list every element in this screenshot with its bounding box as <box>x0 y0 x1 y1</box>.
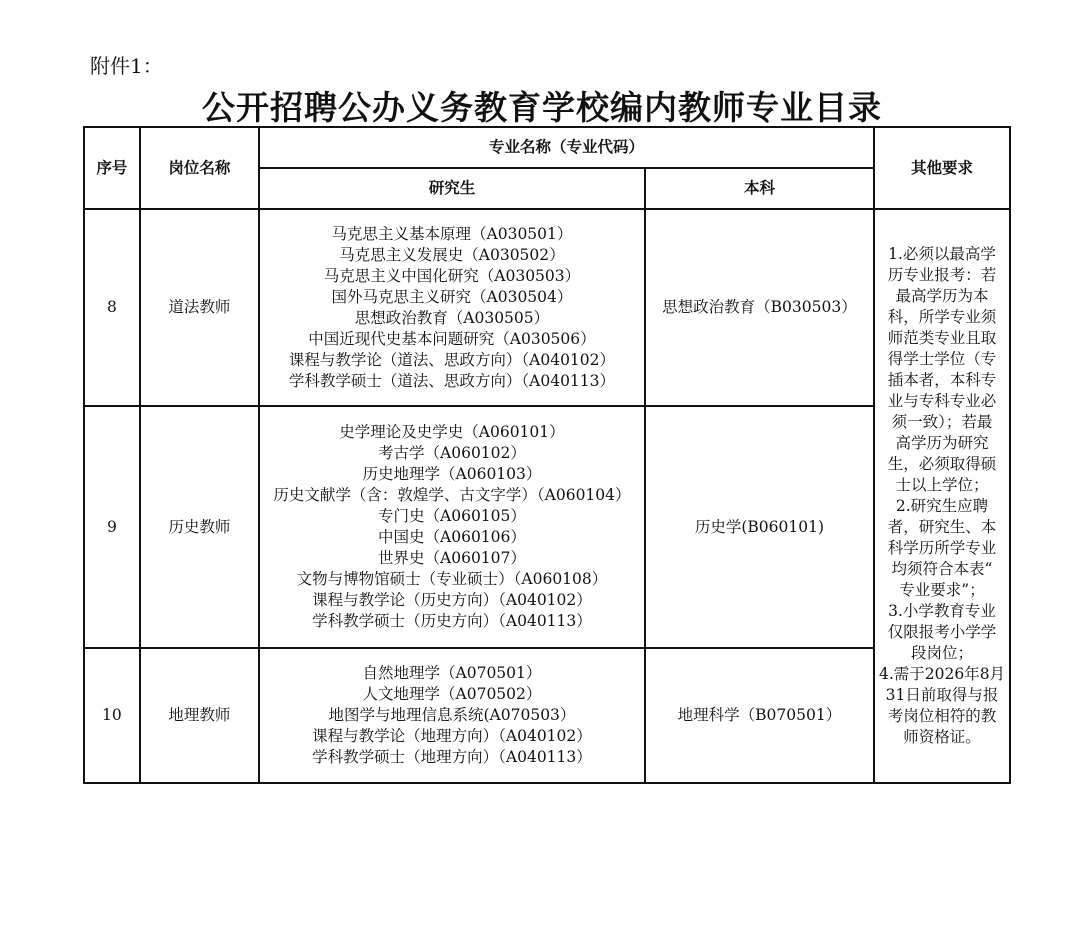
major-item: 马克思主义发展史（A030502） <box>339 245 565 264</box>
major-item: 中国史（A060106） <box>378 528 526 546</box>
requirement-line: 3.小学教育专业 <box>888 602 996 620</box>
undergrad-major: 历史学(B060101) <box>645 406 874 648</box>
major-item: 历史文献学（含：敦煌学、古文字学）（A060104） <box>273 486 631 504</box>
graduate-majors <box>259 406 645 648</box>
major-item: 考古学（A060102） <box>378 444 526 462</box>
major-item: 自然地理学（A070501） <box>362 664 542 682</box>
major-item: 人文地理学（A070502） <box>362 685 542 703</box>
row-no: 9 <box>84 406 140 648</box>
major-item: 历史地理学（A060103） <box>362 465 542 483</box>
table-row <box>84 406 1010 648</box>
requirement-line: 1.必须以最高学 <box>888 245 996 263</box>
requirement-line: 31日前取得与报 <box>885 686 999 704</box>
requirement-line: 得学士学位（专 <box>887 350 997 368</box>
major-item: 地图学与地理信息系统(A070503） <box>328 706 576 724</box>
row-position: 道法教师 <box>140 209 259 406</box>
requirement-line: 专业要求”； <box>899 581 985 599</box>
header-undergrad: 本科 <box>645 168 874 209</box>
row-position: 地理教师 <box>140 648 259 783</box>
requirement-line: 师范类专业且取 <box>887 329 997 347</box>
header-position: 岗位名称 <box>140 127 259 209</box>
major-catalog-table <box>83 126 1011 784</box>
major-item: 国外马克思主义研究（A030504） <box>331 287 573 306</box>
requirement-line: 科学历所学专业 <box>887 539 997 557</box>
row-no: 8 <box>84 209 140 406</box>
major-item: 学科教学硕士（道法、思政方向）（A040113） <box>288 371 616 390</box>
major-item: 学科教学硕士（地理方向）（A040113） <box>312 748 592 766</box>
major-item: 学科教学硕士（历史方向）（A040113） <box>312 612 592 630</box>
major-item: 世界史（A060107） <box>378 549 526 567</box>
requirement-line: 插本者，本科专 <box>887 371 997 389</box>
requirement-line: 师资格证。 <box>903 728 981 746</box>
undergrad-major: 思想政治教育（B030503） <box>645 209 874 406</box>
requirement-line: 生，必须取得硕 <box>887 455 997 473</box>
requirement-line: 科，所学专业须 <box>887 308 997 326</box>
requirement-line: 高学历为研究 <box>895 434 989 452</box>
other-requirements <box>874 209 1010 783</box>
major-item: 课程与教学论（地理方向）（A040102） <box>312 727 592 745</box>
major-item: 马克思主义基本原理（A030501） <box>331 224 573 243</box>
requirement-line: 仅限报考小学学 <box>887 623 997 641</box>
requirement-line: 段岗位； <box>911 644 974 662</box>
major-item: 马克思主义中国化研究（A030503） <box>323 266 581 285</box>
header-graduate: 研究生 <box>259 168 645 209</box>
requirement-line: 2.研究生应聘 <box>895 497 989 515</box>
graduate-majors <box>259 209 645 406</box>
requirement-line: 业与专科专业必 <box>887 392 997 410</box>
requirement-line: 须一致）；若最 <box>891 413 993 431</box>
header-major-group: 专业名称（专业代码） <box>259 127 874 168</box>
requirement-line: 考岗位相符的教 <box>887 707 997 725</box>
document-title: 公开招聘公办义务教育学校编内教师专业目录 <box>202 88 882 127</box>
header-no: 序号 <box>84 127 140 209</box>
major-item: 思想政治教育（A030505） <box>354 308 550 327</box>
row-position: 历史教师 <box>140 406 259 648</box>
requirement-line: 历专业报考：若 <box>887 266 997 284</box>
requirement-line: 均须符合本表“ <box>891 560 993 578</box>
header-other: 其他要求 <box>874 127 1010 209</box>
undergrad-major: 地理科学（B070501） <box>645 648 874 783</box>
requirement-line: 士以上学位； <box>895 476 989 494</box>
table-row <box>84 648 1010 783</box>
attachment-label: 附件1： <box>90 54 163 78</box>
major-item: 专门史（A060105） <box>378 507 526 525</box>
header-row <box>84 127 1010 168</box>
major-item: 课程与教学论（历史方向）（A040102） <box>312 591 592 609</box>
major-item: 史学理论及史学史（A060101） <box>339 423 565 441</box>
requirement-line: 最高学历为本 <box>895 287 989 305</box>
major-item: 中国近现代史基本问题研究（A030506） <box>308 329 596 348</box>
major-item: 文物与博物馆硕士（专业硕士）（A060108） <box>296 570 608 588</box>
major-item: 课程与教学论（道法、思政方向）（A040102） <box>288 350 616 369</box>
table-row <box>84 209 1010 406</box>
graduate-majors <box>259 648 645 783</box>
requirement-line: 4.需于2026年8月 <box>878 665 1006 683</box>
requirement-line: 者，研究生、本 <box>887 518 997 536</box>
row-no: 10 <box>84 648 140 783</box>
